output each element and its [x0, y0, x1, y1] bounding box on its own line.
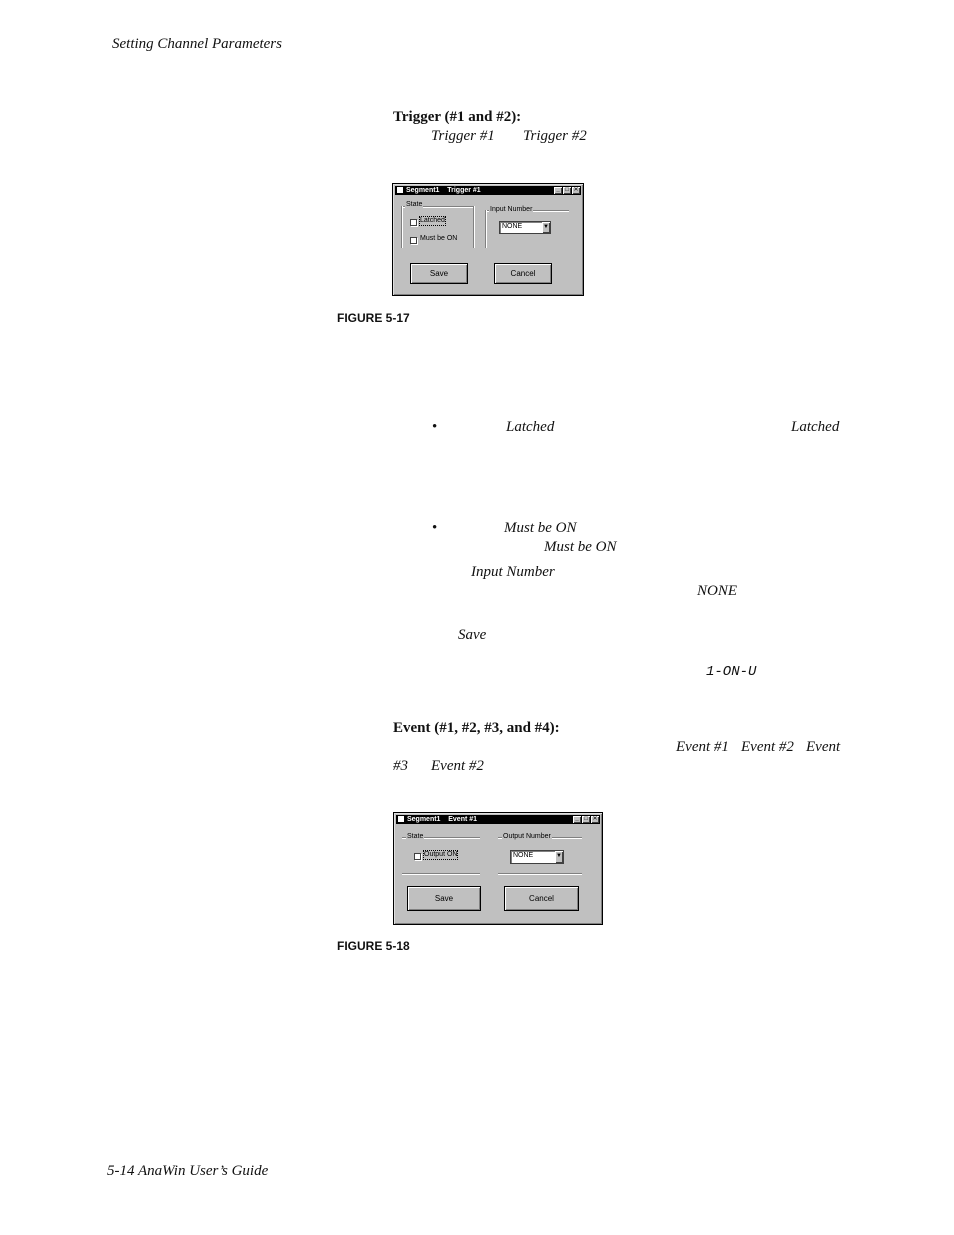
event-dialog-title: Segment1 Event #1 — [407, 816, 478, 823]
bullet-1-term-right: Latched — [791, 419, 840, 435]
page-footer: 5-14 AnaWin User’s Guide — [107, 1163, 269, 1179]
bullet-2-term: Must be ON — [504, 520, 577, 536]
event-dialog-titlebar — [396, 815, 600, 824]
close-button[interactable]: ✕ — [573, 187, 579, 193]
save-button[interactable]: Save — [410, 263, 468, 284]
state-group-right-rule — [473, 206, 475, 248]
event-ref-3b: #3 — [393, 758, 408, 774]
bullet-2-marker: • — [432, 520, 438, 536]
bullet-2-term-2: Must be ON — [544, 539, 617, 555]
event-ref-1: Event #1 — [676, 739, 729, 755]
output-group-label: Output Number — [503, 833, 551, 840]
trigger-heading: Trigger (#1 and #2): — [393, 109, 522, 125]
figure-5-18-caption: FIGURE 5-18 — [337, 939, 410, 953]
output-number-value: NONE — [513, 852, 534, 859]
input-number-ref: Input Number — [471, 564, 555, 580]
latched-checkbox[interactable] — [410, 219, 417, 226]
bullet-1-marker: • — [432, 419, 438, 435]
trigger-dialog-titlebar — [395, 186, 581, 195]
maximize-button[interactable]: □ — [563, 187, 571, 194]
event-state-group-bottom-rule — [402, 873, 480, 875]
must-be-on-checkbox[interactable] — [410, 237, 417, 244]
state-group-left-rule — [401, 206, 403, 248]
event-ref-2b: Event #2 — [431, 758, 484, 774]
must-be-on-checkbox-label[interactable]: Must be ON — [420, 235, 458, 242]
save-button[interactable]: Save — [407, 886, 481, 911]
app-icon — [398, 816, 404, 822]
input-number-select[interactable] — [499, 221, 551, 234]
trigger-ref-1: Trigger #1 — [431, 128, 495, 144]
event-state-group-label: State — [407, 833, 424, 840]
minimize-button[interactable]: _ — [573, 816, 581, 823]
cancel-button[interactable]: Cancel — [494, 263, 552, 284]
save-ref: Save — [458, 627, 487, 643]
trigger-ref-2: Trigger #2 — [523, 128, 587, 144]
latched-checkbox-label[interactable]: Latched — [420, 217, 445, 224]
close-button[interactable]: ✕ — [592, 816, 598, 822]
event-dialog — [393, 812, 603, 925]
minimize-button[interactable]: _ — [554, 187, 562, 194]
output-on-checkbox-label[interactable]: Output ON — [424, 851, 458, 858]
output-on-checkbox[interactable] — [414, 853, 421, 860]
event-heading: Event (#1, #2, #3, and #4): — [393, 720, 560, 736]
chevron-down-icon[interactable]: ▼ — [542, 222, 550, 233]
input-group-label: Input Number — [490, 206, 533, 213]
trigger-dialog — [392, 183, 584, 296]
chevron-down-icon[interactable]: ▼ — [555, 851, 563, 863]
none-ref: NONE — [697, 583, 738, 599]
event-ref-3a: Event — [806, 739, 841, 755]
maximize-button[interactable]: □ — [582, 816, 590, 823]
event-ref-2: Event #2 — [741, 739, 794, 755]
input-group-left-rule — [485, 210, 487, 248]
output-group-bottom-rule — [498, 873, 582, 875]
trigger-dialog-title: Segment1 Trigger #1 — [406, 187, 481, 194]
app-icon — [397, 187, 403, 193]
figure-5-17-caption: FIGURE 5-17 — [337, 311, 410, 325]
output-number-select[interactable] — [510, 850, 564, 864]
state-group-label: State — [406, 201, 423, 208]
cancel-button[interactable]: Cancel — [504, 886, 579, 911]
input-number-value: NONE — [502, 223, 523, 230]
code-ref: 1-ON-U — [706, 664, 757, 680]
bullet-1-term: Latched — [506, 419, 555, 435]
running-head: Setting Channel Parameters — [112, 36, 282, 52]
